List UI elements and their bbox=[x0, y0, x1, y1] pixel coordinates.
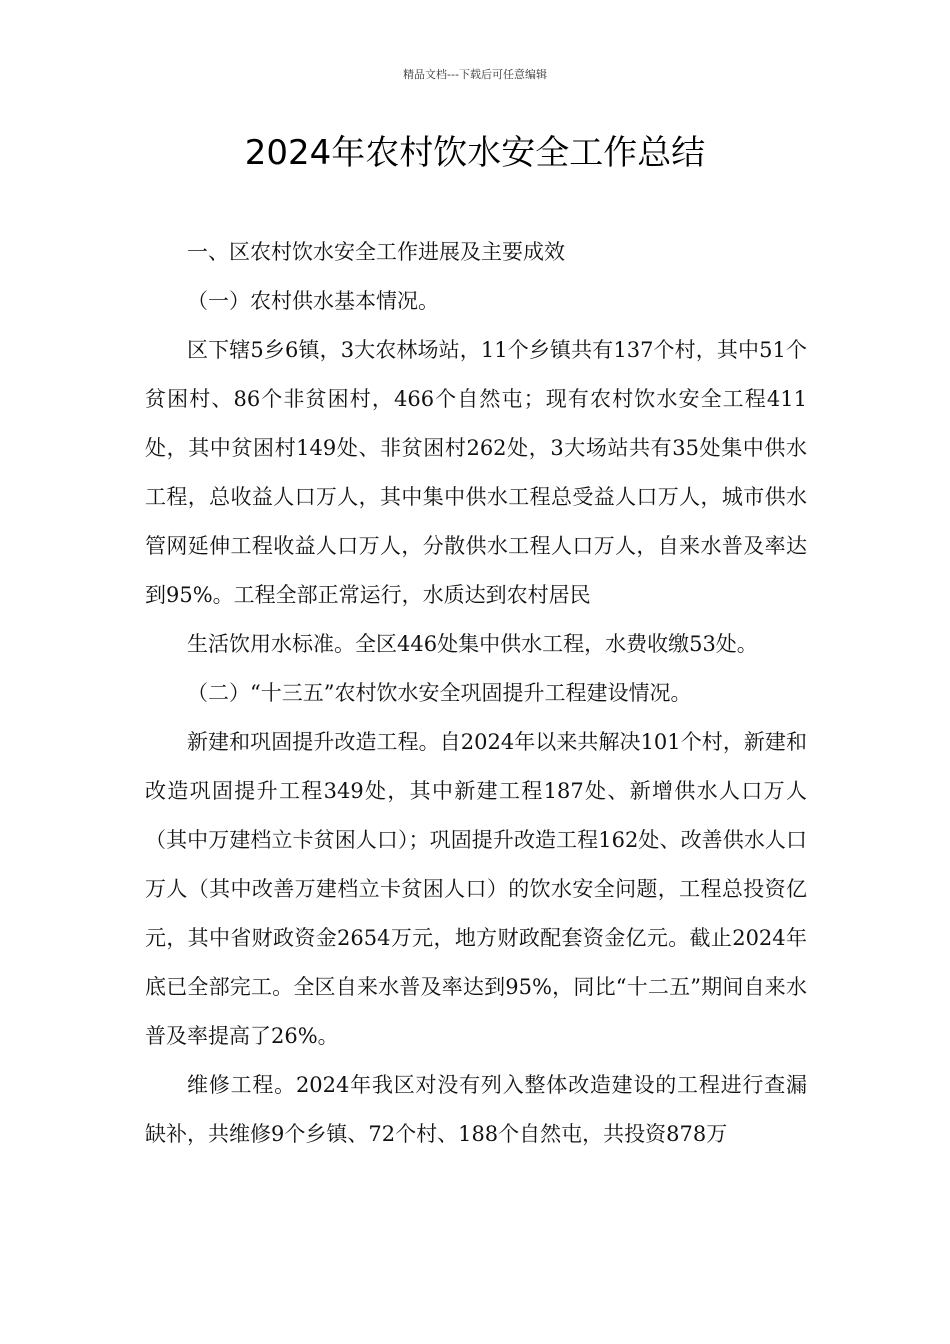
document-body bbox=[145, 228, 807, 1159]
paragraph-supply-overview: 区下辖5乡6镇，3大农林场站，11个乡镇共有137个村，其中51个贫困村、86个非贫困村，466个自然屯；现有农村饮水安全工程411处，其中贫困村149处、非贫困村262处，3大场站共有35处集中供水工程，总收益人口万人，其中集中供水工程总受益人口万人，城市供水管网延伸工程收益人口万人，分散供水工程人口万人，自来水普及率达到95%。工程全部正常运行，水质达到农村居民 bbox=[145, 338, 807, 607]
subsection-heading-1: （一）农村供水基本情况。 bbox=[187, 289, 439, 313]
subsection-heading-2: （二）“十三五”农村饮水安全巩固提升工程建设情况。 bbox=[187, 681, 692, 705]
section-heading-1: 一、区农村饮水安全工作进展及主要成效 bbox=[187, 240, 565, 264]
document-title: 2024年农村饮水安全工作总结 bbox=[244, 133, 706, 173]
paragraph-supply-overview-cont: 生活饮用水标准。全区446处集中供水工程，水费收缴53处。 bbox=[187, 632, 758, 656]
header-note: 精品文档---下载后可任意编辑 bbox=[403, 68, 547, 81]
paragraph-maintenance: 维修工程。2024年我区对没有列入整体改造建设的工程进行查漏缺补，共维修9个乡镇、72个村、188个自然屯，共投资878万 bbox=[145, 1073, 807, 1146]
paragraph-new-construction: 新建和巩固提升改造工程。自2024年以来共解决101个村，新建和改造巩固提升工程349处，其中新建工程187处、新增供水人口万人（其中万建档立卡贫困人口）；巩固提升改造工程162处、改善供水人口万人（其中改善万建档立卡贫困人口）的饮水安全问题，工程总投资亿元，其中省财政资金2654万元，地方财政配套资金亿元。截止2024年底已全部完工。全区自来水普及率达到95%，同比“十二五”期间自来水普及率提高了26%。 bbox=[145, 730, 807, 1048]
